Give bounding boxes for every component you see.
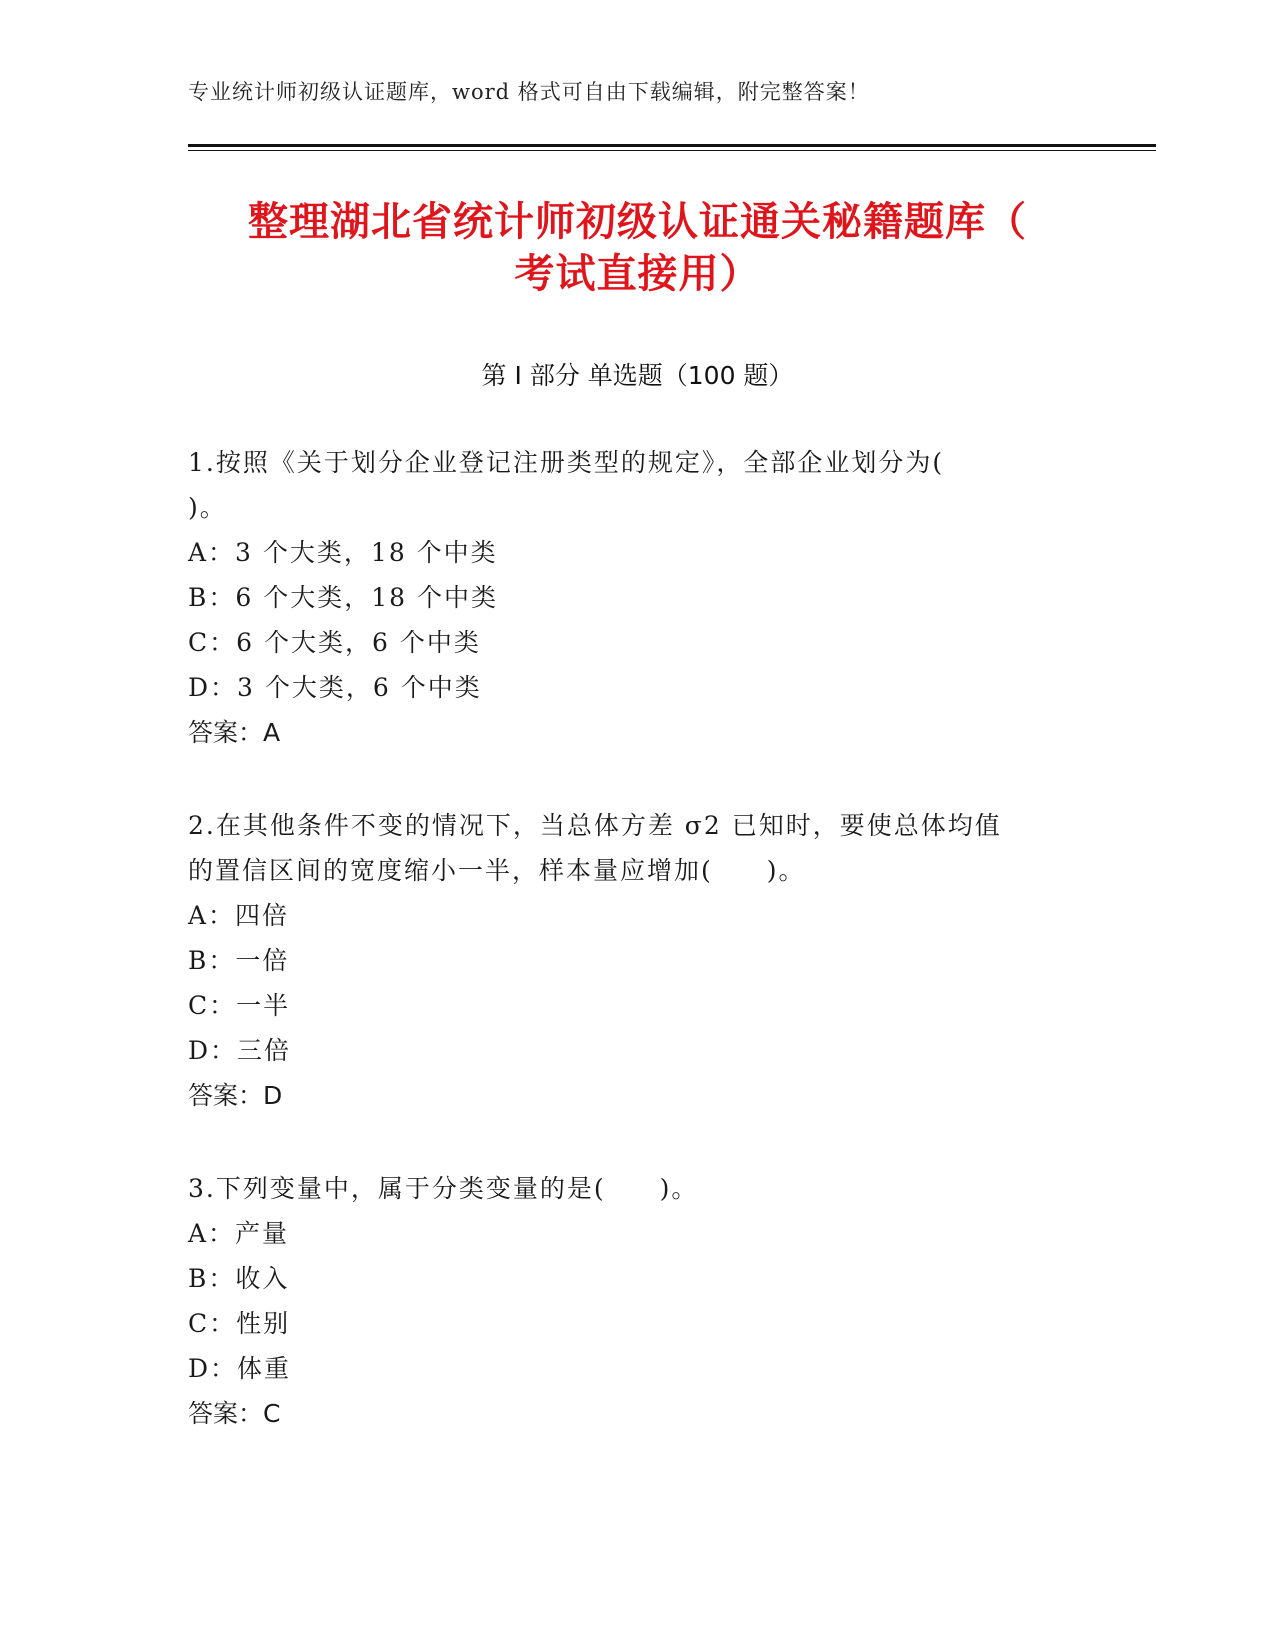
header-divider bbox=[188, 144, 1156, 147]
header-note: 专业统计师初级认证题库，word 格式可自由下载编辑，附完整答案！ bbox=[188, 80, 870, 104]
question-stem-line: 1.按照《关于划分企业登记注册类型的规定》，全部企业划分为( bbox=[188, 448, 945, 477]
option-a: A：3 个大类，18 个中类 bbox=[188, 538, 498, 567]
section-heading: 第 I 部分 单选题（100 题） bbox=[481, 361, 794, 390]
option-b: B：6 个大类，18 个中类 bbox=[188, 583, 498, 612]
question-spacer bbox=[188, 755, 1088, 803]
document-title-line-2: 考试直接用） bbox=[514, 251, 761, 297]
answer-line: 答案：D bbox=[188, 1081, 283, 1110]
question-stem-line: 2.在其他条件不变的情况下，当总体方差 σ2 已知时，要使总体均值 bbox=[188, 811, 1002, 840]
option-b: B：收入 bbox=[188, 1264, 290, 1293]
question-stem-line: 的置信区间的宽度缩小一半，样本量应增加( )。 bbox=[188, 856, 806, 885]
question-2 bbox=[188, 803, 1088, 1118]
option-b: B：一倍 bbox=[188, 946, 290, 975]
question-3 bbox=[188, 1166, 1088, 1436]
option-d: D：体重 bbox=[188, 1354, 292, 1383]
option-c: C：性别 bbox=[188, 1309, 291, 1338]
option-d: D：三倍 bbox=[188, 1036, 292, 1065]
question-stem-line: )。 bbox=[188, 493, 227, 522]
document-title bbox=[150, 196, 1125, 300]
header-divider-thin bbox=[188, 150, 1156, 151]
option-a: A：产量 bbox=[188, 1219, 290, 1248]
question-1 bbox=[188, 440, 1088, 755]
question-spacer bbox=[188, 1118, 1088, 1166]
document-title-line-1: 整理湖北省统计师初级认证通关秘籍题库（ bbox=[248, 199, 1027, 245]
answer-line: 答案：C bbox=[188, 1399, 281, 1428]
option-a: A：四倍 bbox=[188, 901, 290, 930]
option-d: D：3 个大类，6 个中类 bbox=[188, 673, 482, 702]
answer-line: 答案：A bbox=[188, 718, 281, 747]
option-c: C：6 个大类，6 个中类 bbox=[188, 628, 481, 657]
question-stem-line: 3.下列变量中，属于分类变量的是( )。 bbox=[188, 1174, 699, 1203]
question-list bbox=[188, 440, 1088, 1436]
option-c: C：一半 bbox=[188, 991, 291, 1020]
